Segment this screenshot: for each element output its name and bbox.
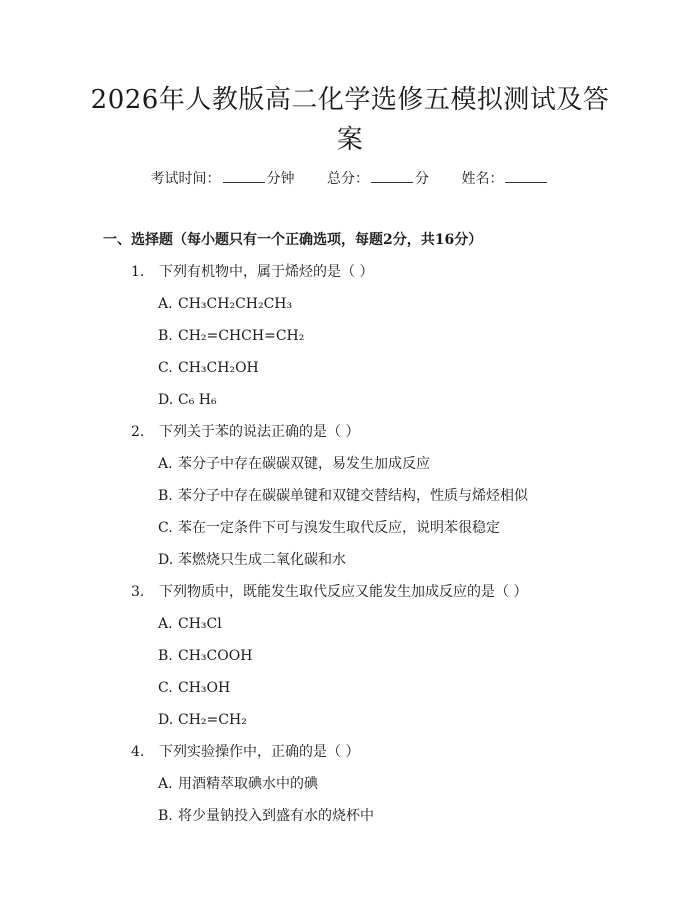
option-text: CH₂=CH₂ <box>178 712 247 728</box>
option-letter: B. <box>158 488 173 504</box>
option-text: CH₂=CHCH=CH₂ <box>178 328 305 344</box>
option-text: CH₃CH₂OH <box>178 360 259 376</box>
option-letter: A. <box>158 616 173 632</box>
option-letter: C. <box>158 360 173 376</box>
option-text: CH₃OH <box>178 680 231 696</box>
option-item[interactable] <box>158 774 318 794</box>
question-stem <box>131 582 527 602</box>
question-stem <box>131 742 359 762</box>
option-letter: C. <box>158 520 173 536</box>
option-letter: D. <box>158 392 174 408</box>
option-letter: C. <box>158 680 173 696</box>
name-label: 姓名： <box>461 171 504 187</box>
exam-time-field <box>151 168 295 189</box>
option-letter: B. <box>158 328 173 344</box>
option-text: CH₃CH₂CH₂CH₃ <box>178 296 293 312</box>
option-letter: A. <box>158 776 173 792</box>
question-text: 下列关于苯的说法正确的是（ ） <box>159 424 360 440</box>
option-text: 苯在一定条件下可与溴发生取代反应，说明苯很稳定 <box>178 520 500 536</box>
option-text: 苯分子中存在碳碳单键和双键交替结构，性质与烯烃相似 <box>178 488 528 504</box>
option-text: 用酒精萃取碘水中的碘 <box>178 776 318 792</box>
exam-meta <box>0 168 700 189</box>
option-text: 苯分子中存在碳碳双键，易发生加成反应 <box>178 456 430 472</box>
option-text: CH₃Cl <box>178 616 222 632</box>
option-letter: D. <box>158 552 174 568</box>
option-item[interactable] <box>158 294 292 314</box>
total-score-label: 总分： <box>327 171 369 187</box>
option-letter: B. <box>158 808 173 824</box>
option-letter: A. <box>158 296 173 312</box>
option-item[interactable] <box>158 454 430 474</box>
option-item[interactable] <box>158 678 230 698</box>
exam-time-blank[interactable] <box>223 168 265 183</box>
question-number: 4. <box>131 744 145 760</box>
section-title: 一、选择题（每小题只有一个正确选项，每题2分，共16分） <box>103 232 483 248</box>
option-item[interactable] <box>158 486 528 506</box>
question-text: 下列物质中，既能发生取代反应又能发生加成反应的是（ ） <box>159 584 528 600</box>
name-blank[interactable] <box>505 168 547 183</box>
option-item[interactable] <box>158 806 374 826</box>
question-number: 2. <box>131 424 145 440</box>
option-letter: B. <box>158 648 173 664</box>
option-letter: D. <box>158 712 174 728</box>
option-text: 将少量钠投入到盛有水的烧杯中 <box>178 808 374 824</box>
option-item[interactable] <box>158 326 304 346</box>
option-text: 苯燃烧只生成二氧化碳和水 <box>178 552 346 568</box>
option-item[interactable] <box>158 710 247 730</box>
total-score-field <box>327 168 429 189</box>
option-item[interactable] <box>158 390 217 410</box>
question-number: 1. <box>131 264 145 280</box>
question-stem <box>131 262 373 282</box>
question-stem <box>131 422 359 442</box>
option-item[interactable] <box>158 646 252 666</box>
option-item[interactable] <box>158 518 500 538</box>
page-title: 2026年人教版高二化学选修五模拟测试及答案 <box>90 85 610 155</box>
exam-time-unit: 分钟 <box>266 171 295 187</box>
exam-time-label: 考试时间： <box>150 171 221 187</box>
name-field <box>461 168 549 189</box>
total-score-unit: 分 <box>415 171 429 187</box>
option-item[interactable] <box>158 358 259 378</box>
option-text: CH₃COOH <box>178 648 253 664</box>
question-number: 3. <box>131 584 145 600</box>
total-score-blank[interactable] <box>371 168 413 183</box>
question-text: 下列实验操作中，正确的是（ ） <box>159 744 360 760</box>
option-letter: A. <box>158 456 173 472</box>
option-item[interactable] <box>158 550 346 570</box>
question-text: 下列有机物中，属于烯烃的是（ ） <box>159 264 374 280</box>
option-text: C₆ H₆ <box>178 392 217 408</box>
option-item[interactable] <box>158 614 222 634</box>
